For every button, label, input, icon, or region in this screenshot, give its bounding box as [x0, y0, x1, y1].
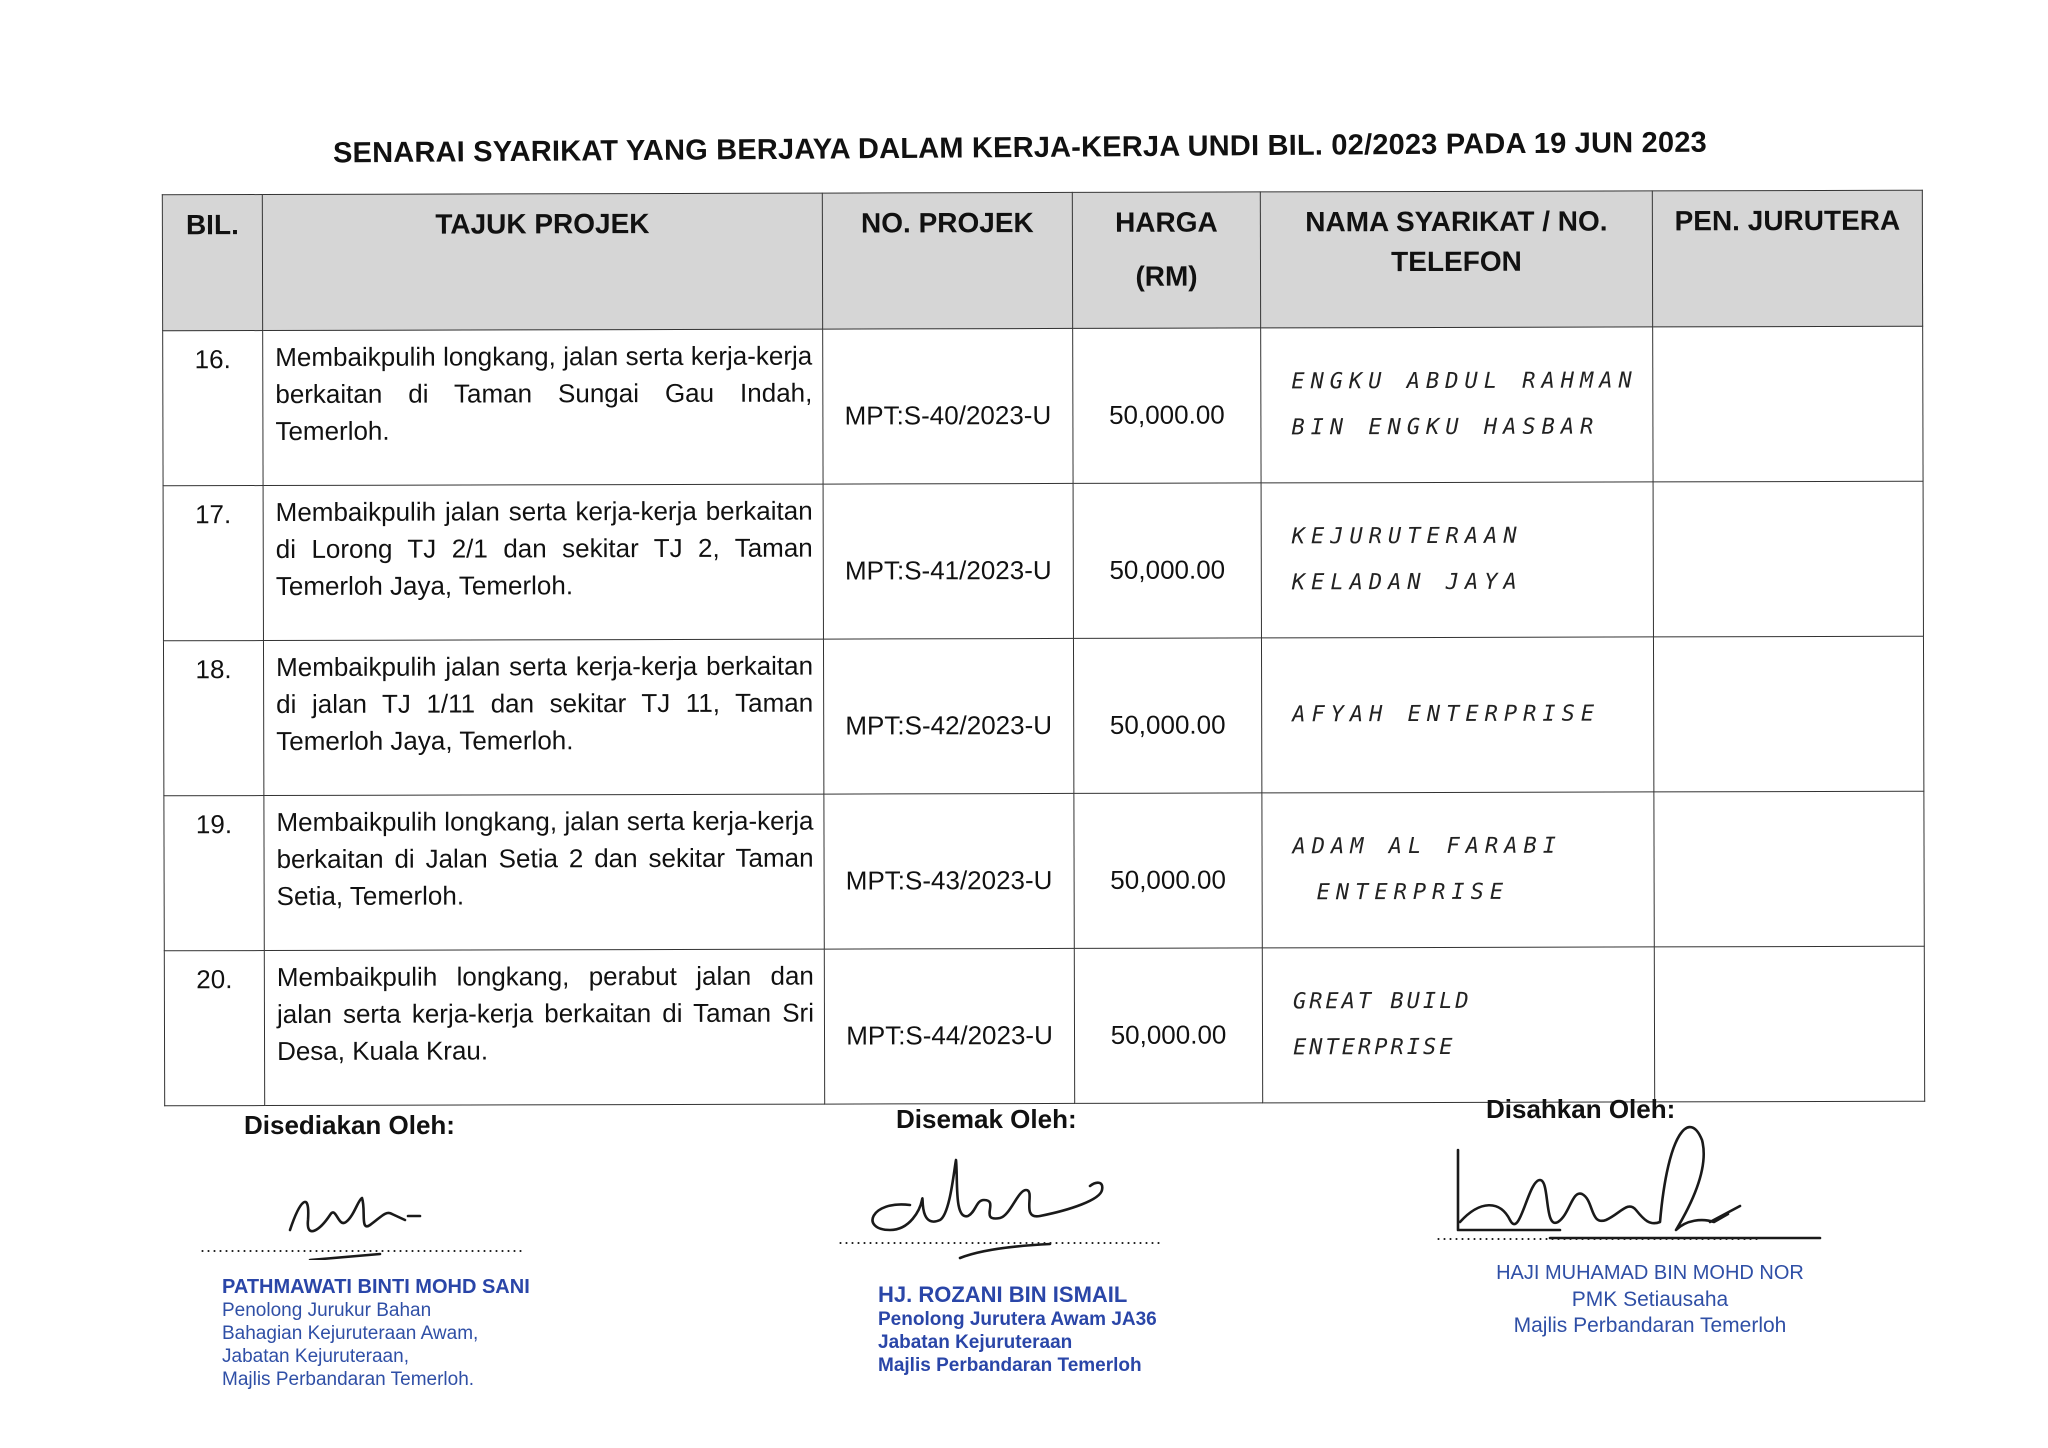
cell-harga: 50,000.00: [1074, 948, 1262, 1103]
cell-pen-jurutera: [1653, 636, 1923, 792]
signature-name: HJ. ROZANI BIN ISMAIL: [878, 1282, 1128, 1307]
cell-nama-syarikat: [1261, 482, 1653, 638]
header-pen-jurutera: PEN. JURUTERA: [1652, 190, 1922, 327]
company-line-2: BIN ENGKU HASBAR: [1291, 414, 1600, 441]
signature-checked: [896, 1104, 1296, 1135]
cell-bil: 19.: [164, 796, 264, 951]
cell-bil: 16.: [163, 331, 263, 486]
cell-tajuk: Membaikpulih jalan serta kerja-kerja berkaitan di Lorong TJ 2/1 dan sekitar TJ 2, Taman Temerloh Jaya, Temerloh.: [263, 484, 823, 640]
signature-dots: ......................................................: [1436, 1224, 1761, 1244]
cell-bil: 18.: [163, 641, 263, 796]
signature-position: Penolong Jurukur Bahan: [222, 1300, 432, 1321]
cell-nama-syarikat: [1262, 947, 1654, 1103]
signature-heading: Disahkan Oleh:: [1486, 1094, 1676, 1124]
signature-heading: Disediakan Oleh:: [244, 1110, 455, 1140]
signature-office: Jabatan Kejuruteraan: [878, 1332, 1073, 1353]
cell-bil: 20.: [164, 951, 264, 1106]
cell-nama-syarikat: [1261, 637, 1653, 793]
header-nama-syarikat: NAMA SYARIKAT / NO. TELEFON: [1260, 191, 1652, 328]
company-line-1: AFYAH ENTERPRISE: [1292, 701, 1601, 728]
cell-tajuk: Membaikpulih jalan serta kerja-kerja berkaitan di jalan TJ 1/11 dan sekitar TJ 11, Taman Temerloh Jaya, Temerloh.: [263, 639, 823, 795]
cell-tajuk: Membaikpulih longkang, jalan serta kerja-kerja berkaitan di Taman Sungai Gau Indah, Temerloh.: [263, 329, 823, 485]
results-table: [162, 190, 1925, 1107]
header-harga: [1072, 192, 1260, 328]
signature-office: Jabatan Kejuruteraan,: [222, 1346, 409, 1367]
signature-dots: ......................................................: [200, 1236, 525, 1256]
cell-nama-syarikat: [1262, 792, 1654, 948]
signature-heading: Disemak Oleh:: [896, 1104, 1077, 1134]
company-line-1: GREAT BUILD ENTERPRISE: [1292, 988, 1472, 1061]
company-line-1: KEJURUTERAAN: [1291, 523, 1523, 550]
results-table-wrapper: [162, 190, 1924, 1107]
cell-pen-jurutera: [1654, 791, 1924, 947]
table-header-row: [162, 190, 1922, 331]
cell-no-projek: MPT:S-40/2023-U: [823, 328, 1073, 484]
cell-pen-jurutera: [1654, 946, 1924, 1102]
cell-no-projek: MPT:S-43/2023-U: [824, 793, 1074, 949]
cell-tajuk: Membaikpulih longkang, jalan serta kerja-kerja berkaitan di Jalan Setia 2 dan sekitar Taman Setia, Temerloh.: [264, 794, 824, 950]
cell-nama-syarikat: [1261, 327, 1653, 483]
page-title: SENARAI SYARIKAT YANG BERJAYA DALAM KERJA-KERJA UNDI BIL. 02/2023 PADA 19 JUN 2023: [332, 126, 1708, 170]
cell-pen-jurutera: [1653, 481, 1923, 637]
signature-prepared-details: [222, 1276, 682, 1391]
cell-pen-jurutera: [1653, 326, 1923, 482]
company-line-2: KELADAN JAYA: [1291, 569, 1523, 596]
header-harga-unit: (RM): [1135, 260, 1198, 292]
table-row: [163, 326, 1923, 486]
signature-prepared: [244, 1110, 664, 1141]
company-line-1: ENGKU ABDUL RAHMAN: [1291, 368, 1638, 395]
table-row: [163, 636, 1923, 796]
cell-harga: 50,000.00: [1073, 483, 1261, 638]
signature-department: Bahagian Kejuruteraan Awam,: [222, 1323, 479, 1344]
signature-position: PMK Setiausaha: [1571, 1288, 1729, 1311]
signature-council: Majlis Perbandaran Temerloh: [878, 1355, 1142, 1376]
company-line-2: ENTERPRISE: [1316, 879, 1510, 906]
table-row: [163, 481, 1923, 641]
company-line-1: ADAM AL FARABI: [1292, 833, 1562, 860]
signature-dots: ......................................................: [838, 1228, 1163, 1248]
cell-no-projek: MPT:S-44/2023-U: [824, 948, 1074, 1104]
signature-name: PATHMAWATI BINTI MOHD SANI: [222, 1276, 530, 1298]
signature-approved-details: [1440, 1262, 1860, 1337]
cell-harga: 50,000.00: [1074, 793, 1262, 948]
header-no-projek: NO. PROJEK: [822, 192, 1072, 329]
header-tajuk-projek: TAJUK PROJEK: [262, 193, 822, 330]
table-row: [164, 791, 1924, 951]
signature-council: Majlis Perbandaran Temerloh.: [222, 1369, 475, 1390]
cell-tajuk: Membaikpulih longkang, perabut jalan dan jalan serta kerja-kerja berkaitan di Taman Sri Desa, Kuala Krau.: [264, 949, 824, 1105]
cell-no-projek: MPT:S-41/2023-U: [823, 483, 1073, 639]
cell-harga: 50,000.00: [1073, 328, 1261, 483]
table-row: [164, 946, 1924, 1106]
signature-checked-details: [878, 1282, 1338, 1377]
cell-bil: 17.: [163, 486, 263, 641]
header-bil: BIL.: [162, 195, 262, 331]
signature-position: Penolong Jurutera Awam JA36: [878, 1309, 1157, 1330]
header-harga-label: HARGA: [1115, 206, 1218, 238]
signature-council: Majlis Perbandaran Temerloh: [1513, 1314, 1787, 1337]
cell-no-projek: MPT:S-42/2023-U: [823, 638, 1073, 794]
cell-harga: 50,000.00: [1073, 638, 1261, 793]
signature-name: HAJI MUHAMAD BIN MOHD NOR: [1496, 1262, 1804, 1284]
